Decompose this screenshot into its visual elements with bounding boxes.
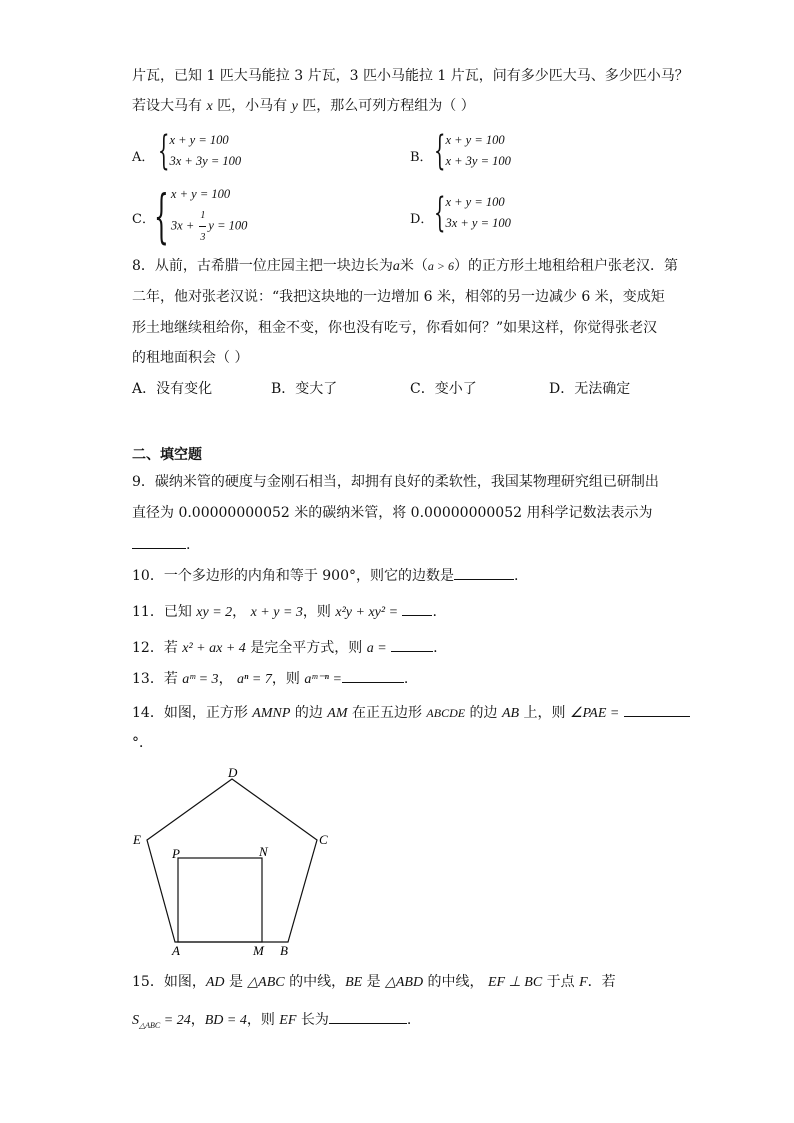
frac-num: 1 <box>199 205 206 227</box>
q10-text: 10．一个多边形的内角和等于 900°，则它的边数是 <box>132 568 454 584</box>
q15-text: 长为 <box>296 1012 329 1028</box>
q15-text: 15．如图， <box>132 974 206 990</box>
q12-text: . <box>433 640 438 656</box>
brace-icon: { <box>434 128 446 174</box>
q12-expr: x² + ax + 4 <box>182 641 246 656</box>
eq: x + 3y = 100 <box>445 154 511 168</box>
q15-text: ， <box>190 1012 205 1028</box>
eq-part: y = 100 <box>208 218 248 233</box>
q15-text: 是 <box>362 974 386 990</box>
q12-text: 是完全平方式，则 <box>245 640 367 656</box>
q13-cond: aⁿ = 7 <box>237 672 272 687</box>
q15-var: BE <box>345 975 363 990</box>
q11-text: 11．已知 <box>132 604 197 620</box>
q8-option-b: B．变大了 <box>271 381 338 397</box>
q14-text: 上，则 <box>519 705 570 721</box>
q15-line2 <box>132 1010 411 1036</box>
q14-text: 14．如图，正方形 <box>132 705 253 721</box>
q15-text: 是 <box>224 974 248 990</box>
eq: x + y = 100 <box>445 133 505 147</box>
q10-text: . <box>514 568 519 584</box>
q15-text: 的中线， <box>284 974 346 990</box>
q11-text: . <box>432 604 437 620</box>
q7-option-a-label: A． <box>132 150 155 165</box>
frac-den: 3 <box>200 232 206 243</box>
q8-option-c: C．变小了 <box>410 381 477 397</box>
q7-option-c-label: C． <box>132 212 155 227</box>
q13-text: ，则 <box>271 671 305 687</box>
label-d: D <box>228 765 238 780</box>
q8-line2: 二年，他对张老汉说：“我把这块地的一边增加 6 米，相邻的另一边减少 6 米，变成矩 <box>132 289 665 305</box>
q14-var: AMNP <box>252 706 291 721</box>
q14-text: 的边 <box>290 705 328 721</box>
q13-text: . <box>403 671 409 687</box>
q12-var: a = <box>366 641 387 656</box>
q14-var: AB <box>501 706 520 721</box>
q8-text: 米（ <box>399 258 428 274</box>
q7-text: 若设大马有 <box>132 98 207 114</box>
q8-cond: a > 6 <box>427 259 455 273</box>
label-n: N <box>259 844 268 859</box>
q8-line3: 形土地继续租给你，租金不变，你也没有吃亏，你看如何？”如果这样，你觉得张老汉 <box>132 320 658 336</box>
label-a: A <box>172 943 180 958</box>
q13-text: ， <box>218 671 238 687</box>
q15-text: ，则 <box>246 1012 280 1028</box>
q7-option-d-label: D． <box>410 212 434 227</box>
q13-text: 13．若 <box>132 671 183 687</box>
q15-var: EF ⊥ BC <box>487 975 543 990</box>
eq: x + y = 100 <box>445 195 505 209</box>
eq: x + y = 100 <box>169 133 229 147</box>
q11-cond: xy = 2 <box>196 605 233 620</box>
eq: x + y = 100 <box>170 187 231 201</box>
q15-var: AD <box>205 975 225 990</box>
q15-var: = 24 <box>160 1013 191 1028</box>
q15-var: F <box>579 975 588 990</box>
eq-part: 3x + <box>170 218 198 233</box>
q11-text: ，则 <box>302 604 336 620</box>
q7-text: 匹，小马有 <box>212 98 292 114</box>
q15-text: 的中线， <box>423 974 488 990</box>
q15-subscript: △ABC <box>139 1021 161 1030</box>
q14-text: 在正五边形 <box>347 705 427 721</box>
q15-line1 <box>132 972 616 993</box>
q15-var: S <box>132 1013 139 1028</box>
eq: 3x + y = 100 <box>445 216 511 230</box>
q13-expr: aᵐ⁻ⁿ = <box>304 672 342 687</box>
q9-text: . <box>186 537 191 553</box>
q14-var: AM <box>327 706 348 721</box>
q9-line1: 9．碳纳米管的硬度与金刚石相当，却拥有良好的柔软性，我国某物理研究组已研制出 <box>132 474 659 490</box>
answer-blank[interactable] <box>329 1023 407 1024</box>
brace-icon: { <box>158 128 170 174</box>
section-heading: 二、填空题 <box>132 447 202 463</box>
label-e: E <box>133 832 141 847</box>
var-y: y <box>291 99 298 114</box>
eq: 3x + 3y = 100 <box>169 154 242 168</box>
label-b: B <box>280 943 288 958</box>
brace-icon: { <box>154 182 169 250</box>
q15-text: . <box>406 1012 412 1028</box>
q8-option-a: A．没有变化 <box>132 381 213 397</box>
q8-text: 8．从前，古希腊一位庄园主把一块边长为 <box>132 258 393 274</box>
q11-text: ， <box>232 604 251 620</box>
brace-icon: { <box>434 190 446 236</box>
q13-cond: aᵐ = 3 <box>182 672 219 687</box>
label-m: M <box>253 943 264 958</box>
q15-var: △ABD <box>385 975 424 990</box>
q8-text: ）的正方形土地租给租户张老汉．第 <box>454 258 679 274</box>
q9-line2: 直径为 0.00000000052 米的碳纳米管，将 0.00000000052 用科学记数法表示为 <box>132 505 653 521</box>
q14-text: 的边 <box>465 705 502 721</box>
q14-line2: °． <box>132 735 153 751</box>
square-shape <box>178 858 262 942</box>
var-a: a <box>392 259 400 274</box>
q8-line4: 的租地面积会（ ） <box>132 350 249 366</box>
label-p: P <box>172 846 180 861</box>
q15-var: EF <box>279 1013 297 1028</box>
label-c: C <box>319 832 328 847</box>
q7-text: 匹，那么可列方程组为（ ） <box>297 98 475 114</box>
q11-cond: x + y = 3 <box>250 605 303 620</box>
q12-text: 12．若 <box>132 640 183 656</box>
q15-text: ．若 <box>587 974 616 990</box>
q8-option-d: D．无法确定 <box>549 381 631 397</box>
q14-angle: ∠PAE = <box>570 706 620 721</box>
q14-var: ABCDE <box>426 706 466 720</box>
q15-var: △ABC <box>247 975 285 990</box>
var-x: x <box>206 99 213 114</box>
q7-line1: 片瓦，已知 1 匹大马能拉 3 片瓦，3 匹小马能拉 1 片瓦，问有多少匹大马、多少匹小马？ <box>132 68 689 84</box>
q7-option-b-label: B． <box>410 150 433 165</box>
q15-text: 于点 <box>542 974 580 990</box>
q15-var: BD = 4 <box>204 1013 247 1028</box>
q11-expr: x²y + xy² = <box>335 605 399 620</box>
